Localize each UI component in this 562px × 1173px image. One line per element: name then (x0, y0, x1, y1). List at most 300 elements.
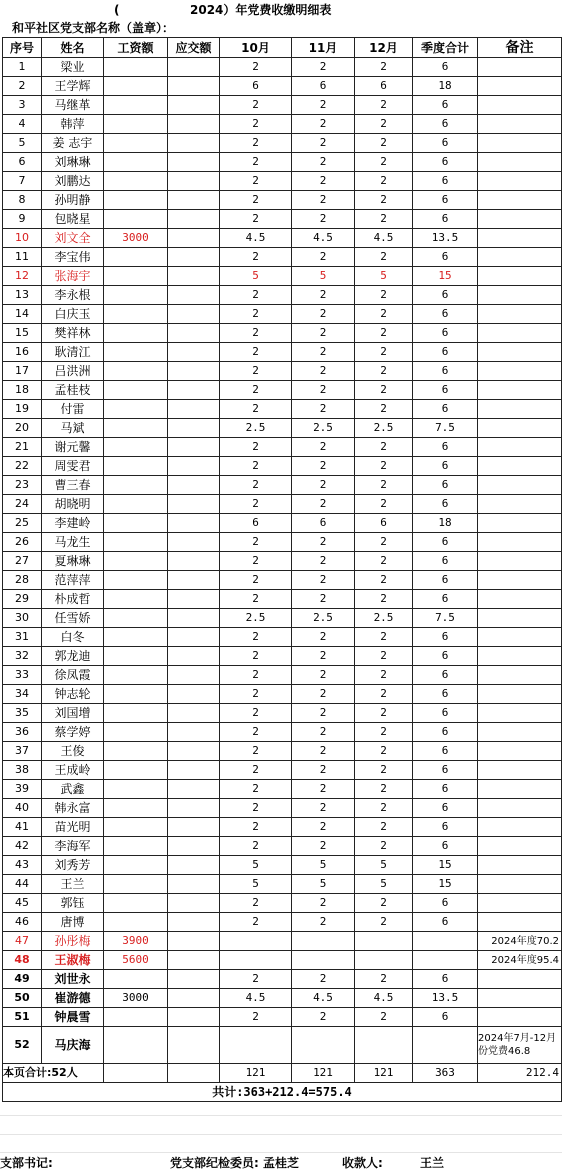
row-due (168, 514, 220, 533)
row-remark (478, 438, 562, 457)
row-idx: 31 (3, 628, 42, 647)
row-salary (104, 153, 168, 172)
title-open-paren: ( (114, 3, 120, 17)
table-row (3, 951, 562, 970)
row-m10: 2 (220, 913, 292, 932)
row-idx: 42 (3, 837, 42, 856)
row-m10: 2 (220, 58, 292, 77)
row-remark (478, 153, 562, 172)
row-m12: 5 (355, 875, 413, 894)
row-quarter: 18 (413, 514, 478, 533)
sheet-title (0, 0, 562, 20)
inspector-label: 党支部纪检委员: 孟桂芝 (170, 1156, 299, 1170)
table-row (3, 856, 562, 875)
row-name: 胡晓明 (42, 495, 104, 514)
table-row (3, 419, 562, 438)
row-m11: 2 (292, 343, 355, 362)
row-salary (104, 1008, 168, 1027)
row-m11: 2 (292, 894, 355, 913)
row-quarter: 6 (413, 324, 478, 343)
row-idx: 34 (3, 685, 42, 704)
row-m12: 2 (355, 685, 413, 704)
row-quarter: 13.5 (413, 989, 478, 1008)
row-m10: 2 (220, 343, 292, 362)
row-quarter: 6 (413, 172, 478, 191)
row-remark (478, 856, 562, 875)
row-salary (104, 267, 168, 286)
row-m11: 5 (292, 875, 355, 894)
row-salary (104, 362, 168, 381)
row-salary (104, 818, 168, 837)
row-m10: 2 (220, 324, 292, 343)
row-name: 徐凤霞 (42, 666, 104, 685)
row-due (168, 913, 220, 932)
row-remark (478, 324, 562, 343)
row-remark (478, 58, 562, 77)
row-m10: 6 (220, 77, 292, 96)
row-idx: 24 (3, 495, 42, 514)
grand-total: 共计:363+212.4=575.4 (3, 1083, 562, 1102)
table-row (3, 381, 562, 400)
row-quarter: 6 (413, 191, 478, 210)
row-remark (478, 134, 562, 153)
row-remark (478, 1008, 562, 1027)
table-row (3, 666, 562, 685)
row-quarter: 6 (413, 818, 478, 837)
row-idx: 40 (3, 799, 42, 818)
table-row (3, 552, 562, 571)
row-name: 孙彤梅 (42, 932, 104, 951)
row-m12: 2 (355, 476, 413, 495)
row-name: 王学辉 (42, 77, 104, 96)
row-m11: 2 (292, 590, 355, 609)
row-m11: 2 (292, 210, 355, 229)
row-m11: 2 (292, 400, 355, 419)
row-m12: 2 (355, 305, 413, 324)
row-m10: 2 (220, 476, 292, 495)
row-due (168, 894, 220, 913)
table-row (3, 723, 562, 742)
row-m12: 2 (355, 457, 413, 476)
row-quarter: 6 (413, 248, 478, 267)
totals-m12: 121 (355, 1064, 413, 1083)
row-name: 曹三春 (42, 476, 104, 495)
row-m12: 2 (355, 324, 413, 343)
row-m10: 2 (220, 457, 292, 476)
secretary-label: 支部书记: (0, 1156, 53, 1170)
row-due (168, 153, 220, 172)
row-m12: 2 (355, 818, 413, 837)
row-salary (104, 286, 168, 305)
row-salary (104, 723, 168, 742)
row-due (168, 248, 220, 267)
row-m12: 2 (355, 571, 413, 590)
row-name: 钟晨雪 (42, 1008, 104, 1027)
header-remark: 备注 (478, 38, 562, 58)
row-name: 范萍萍 (42, 571, 104, 590)
row-due (168, 533, 220, 552)
table-row (3, 457, 562, 476)
row-remark (478, 77, 562, 96)
row-due (168, 1027, 220, 1064)
row-salary (104, 476, 168, 495)
row-remark (478, 628, 562, 647)
row-idx: 16 (3, 343, 42, 362)
row-name: 马斌 (42, 419, 104, 438)
row-idx: 4 (3, 115, 42, 134)
row-m11: 2 (292, 58, 355, 77)
table-row (3, 476, 562, 495)
row-name: 李建岭 (42, 514, 104, 533)
header-m12: 12月 (355, 38, 413, 58)
row-salary (104, 305, 168, 324)
row-quarter: 6 (413, 210, 478, 229)
row-m10: 2 (220, 115, 292, 134)
row-m10: 2 (220, 818, 292, 837)
row-remark (478, 210, 562, 229)
row-remark (478, 476, 562, 495)
row-m10: 2 (220, 571, 292, 590)
row-m12: 2 (355, 96, 413, 115)
row-m10: 2 (220, 305, 292, 324)
row-remark (478, 571, 562, 590)
row-due (168, 856, 220, 875)
row-m11: 2 (292, 742, 355, 761)
row-name: 唐博 (42, 913, 104, 932)
table-row (3, 837, 562, 856)
row-idx: 11 (3, 248, 42, 267)
row-m10: 6 (220, 514, 292, 533)
table-row (3, 970, 562, 989)
row-quarter: 6 (413, 780, 478, 799)
row-name: 刘鹏达 (42, 172, 104, 191)
row-m11: 2 (292, 191, 355, 210)
row-quarter: 6 (413, 476, 478, 495)
row-m10: 2 (220, 438, 292, 457)
row-m11: 2 (292, 248, 355, 267)
row-name: 王淑梅 (42, 951, 104, 970)
row-quarter: 6 (413, 286, 478, 305)
row-remark (478, 343, 562, 362)
row-due (168, 818, 220, 837)
row-quarter: 6 (413, 400, 478, 419)
row-idx: 50 (3, 989, 42, 1008)
table-row (3, 533, 562, 552)
row-m11: 2 (292, 723, 355, 742)
row-m10 (220, 951, 292, 970)
row-m11: 6 (292, 77, 355, 96)
row-m12: 2 (355, 913, 413, 932)
table-row (3, 400, 562, 419)
row-remark (478, 96, 562, 115)
table-row (3, 685, 562, 704)
row-m12: 2 (355, 172, 413, 191)
row-m12: 2 (355, 837, 413, 856)
row-due (168, 628, 220, 647)
dues-table (2, 37, 562, 1102)
row-m11: 2 (292, 970, 355, 989)
row-due (168, 495, 220, 514)
row-idx: 52 (3, 1027, 42, 1064)
row-remark: 2024年7月-12月份党费46.8 (478, 1027, 562, 1064)
row-salary (104, 571, 168, 590)
row-salary (104, 419, 168, 438)
row-m10: 2 (220, 153, 292, 172)
row-salary: 3900 (104, 932, 168, 951)
row-salary (104, 704, 168, 723)
row-remark (478, 590, 562, 609)
row-due (168, 286, 220, 305)
row-quarter: 6 (413, 381, 478, 400)
row-salary (104, 856, 168, 875)
row-name: 武鑫 (42, 780, 104, 799)
row-m10: 2 (220, 837, 292, 856)
row-due (168, 837, 220, 856)
row-due (168, 324, 220, 343)
row-remark (478, 229, 562, 248)
header-m10: 10月 (220, 38, 292, 58)
table-row (3, 913, 562, 932)
row-idx: 5 (3, 134, 42, 153)
row-m12: 2 (355, 723, 413, 742)
row-salary (104, 970, 168, 989)
row-m10: 2 (220, 894, 292, 913)
row-m10: 2 (220, 685, 292, 704)
row-quarter: 6 (413, 58, 478, 77)
header-m11: 11月 (292, 38, 355, 58)
row-salary (104, 552, 168, 571)
row-salary (104, 628, 168, 647)
row-m12: 4.5 (355, 229, 413, 248)
row-due (168, 381, 220, 400)
row-idx: 22 (3, 457, 42, 476)
row-m11: 2 (292, 818, 355, 837)
row-remark: 2024年度70.2 (478, 932, 562, 951)
row-m11: 2 (292, 381, 355, 400)
row-m10: 4.5 (220, 989, 292, 1008)
row-m10: 2 (220, 590, 292, 609)
row-remark (478, 704, 562, 723)
row-salary (104, 457, 168, 476)
row-name: 王兰 (42, 875, 104, 894)
row-m10 (220, 932, 292, 951)
row-idx: 47 (3, 932, 42, 951)
row-quarter: 7.5 (413, 419, 478, 438)
table-row (3, 647, 562, 666)
row-idx: 20 (3, 419, 42, 438)
row-due (168, 723, 220, 742)
row-salary (104, 913, 168, 932)
branch-name-label: 和平社区党支部名称（盖章）： (12, 21, 175, 35)
row-quarter: 6 (413, 457, 478, 476)
row-remark (478, 894, 562, 913)
row-name: 李宝伟 (42, 248, 104, 267)
row-due (168, 1008, 220, 1027)
empty-gridline (0, 1134, 562, 1135)
header-row (3, 38, 562, 58)
row-quarter: 6 (413, 742, 478, 761)
row-m11 (292, 1027, 355, 1064)
row-salary (104, 894, 168, 913)
totals-m10: 121 (220, 1064, 292, 1083)
row-m10: 2 (220, 248, 292, 267)
row-remark (478, 533, 562, 552)
row-salary (104, 666, 168, 685)
row-m11: 2 (292, 476, 355, 495)
row-due (168, 704, 220, 723)
row-idx: 13 (3, 286, 42, 305)
table-row (3, 305, 562, 324)
row-m12: 2 (355, 590, 413, 609)
row-due (168, 77, 220, 96)
row-salary (104, 248, 168, 267)
row-due (168, 799, 220, 818)
table-row (3, 229, 562, 248)
row-due (168, 438, 220, 457)
table-row (3, 153, 562, 172)
row-m10: 5 (220, 856, 292, 875)
row-name: 耿清江 (42, 343, 104, 362)
row-due (168, 761, 220, 780)
empty-gridline (0, 1152, 562, 1153)
row-remark (478, 799, 562, 818)
row-remark (478, 400, 562, 419)
row-quarter: 6 (413, 533, 478, 552)
row-salary (104, 685, 168, 704)
table-row (3, 875, 562, 894)
row-salary (104, 191, 168, 210)
table-row (3, 172, 562, 191)
row-salary (104, 761, 168, 780)
row-name: 刘文全 (42, 229, 104, 248)
totals-remark: 212.4 (478, 1064, 562, 1083)
row-m12: 2 (355, 628, 413, 647)
row-idx: 36 (3, 723, 42, 742)
table-row (3, 932, 562, 951)
row-idx: 15 (3, 324, 42, 343)
collector-name: 王兰 (420, 1156, 445, 1170)
row-m12: 4.5 (355, 989, 413, 1008)
row-idx: 39 (3, 780, 42, 799)
header-quarter: 季度合计 (413, 38, 478, 58)
row-quarter: 6 (413, 552, 478, 571)
row-idx: 6 (3, 153, 42, 172)
row-due (168, 267, 220, 286)
row-m12: 2 (355, 970, 413, 989)
table-row (3, 267, 562, 286)
row-m10: 2 (220, 495, 292, 514)
row-m12: 2 (355, 210, 413, 229)
row-due (168, 210, 220, 229)
row-name: 刘国增 (42, 704, 104, 723)
row-remark (478, 742, 562, 761)
row-m12: 2 (355, 191, 413, 210)
signature-footer (0, 1154, 562, 1172)
table-row (3, 894, 562, 913)
row-due (168, 685, 220, 704)
row-quarter: 15 (413, 267, 478, 286)
row-m11: 2 (292, 837, 355, 856)
row-salary (104, 799, 168, 818)
row-quarter: 15 (413, 856, 478, 875)
row-salary (104, 742, 168, 761)
row-salary: 3000 (104, 989, 168, 1008)
row-idx: 33 (3, 666, 42, 685)
table-row (3, 1027, 562, 1064)
row-remark (478, 818, 562, 837)
row-name: 付雷 (42, 400, 104, 419)
row-name: 任雪娇 (42, 609, 104, 628)
row-remark (478, 172, 562, 191)
row-due (168, 229, 220, 248)
row-remark (478, 305, 562, 324)
row-m11: 2 (292, 324, 355, 343)
row-salary (104, 1027, 168, 1064)
row-m11: 5 (292, 267, 355, 286)
row-m12: 2 (355, 153, 413, 172)
row-m11: 2 (292, 780, 355, 799)
row-m10: 2 (220, 970, 292, 989)
row-idx: 18 (3, 381, 42, 400)
row-m12: 5 (355, 856, 413, 875)
row-idx: 17 (3, 362, 42, 381)
row-salary (104, 495, 168, 514)
row-m11: 2 (292, 552, 355, 571)
header-name: 姓名 (42, 38, 104, 58)
row-salary: 3000 (104, 229, 168, 248)
row-due (168, 457, 220, 476)
row-quarter: 6 (413, 647, 478, 666)
row-salary: 5600 (104, 951, 168, 970)
row-idx: 44 (3, 875, 42, 894)
row-quarter: 6 (413, 305, 478, 324)
row-salary (104, 837, 168, 856)
row-m12 (355, 951, 413, 970)
totals-label: 本页合计:52人 (3, 1064, 104, 1083)
table-row (3, 742, 562, 761)
row-m10: 2.5 (220, 419, 292, 438)
table-row (3, 286, 562, 305)
row-name: 包晓星 (42, 210, 104, 229)
row-salary (104, 514, 168, 533)
row-due (168, 115, 220, 134)
row-quarter (413, 932, 478, 951)
row-remark (478, 267, 562, 286)
row-m12: 2 (355, 400, 413, 419)
table-row (3, 134, 562, 153)
row-remark (478, 913, 562, 932)
row-m11: 6 (292, 514, 355, 533)
row-m10: 2 (220, 704, 292, 723)
row-m12 (355, 1027, 413, 1064)
collector-label: 收款人: (342, 1156, 383, 1170)
row-name: 周雯君 (42, 457, 104, 476)
row-m10: 2 (220, 533, 292, 552)
row-idx: 3 (3, 96, 42, 115)
row-name: 郭钰 (42, 894, 104, 913)
row-due (168, 476, 220, 495)
row-m11: 2 (292, 571, 355, 590)
row-quarter: 6 (413, 438, 478, 457)
row-name: 韩萍 (42, 115, 104, 134)
row-m10: 2 (220, 210, 292, 229)
row-m12: 2 (355, 761, 413, 780)
row-remark (478, 761, 562, 780)
row-name: 白冬 (42, 628, 104, 647)
row-remark (478, 248, 562, 267)
row-remark (478, 362, 562, 381)
row-due (168, 96, 220, 115)
